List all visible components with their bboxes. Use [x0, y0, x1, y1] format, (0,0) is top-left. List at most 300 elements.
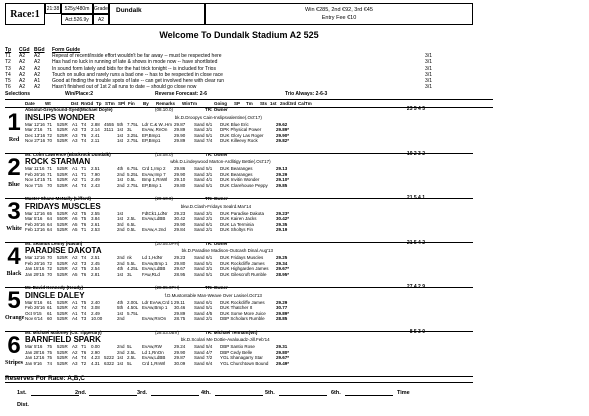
form-cell: 2.41: [91, 132, 100, 138]
form-cell: DUK Invitin Wonder: [220, 177, 260, 183]
form-cell: Sand: [194, 171, 205, 177]
form-cell: A2: [72, 210, 78, 216]
form-cell: 4.50L: [127, 305, 139, 311]
form-cell: Sand: [194, 360, 205, 366]
form-cell: Sand: [194, 299, 205, 305]
form-cell: 70: [47, 271, 53, 277]
form-cell: 71: [47, 166, 53, 172]
form-cell: T4: [81, 121, 87, 127]
form-cell: A4: [72, 355, 78, 361]
form-cell: 525R: [57, 305, 68, 311]
form-guide-bgd: A2: [34, 53, 41, 60]
form-cell: DUK Paradise Dakota: [220, 210, 265, 216]
actual-distance: Act.526.9y: [61, 14, 93, 25]
form-cell: 3L: [127, 127, 133, 133]
breeding: bk.D.Paradise Madison-Outcash Dinal.Aug'13: [181, 248, 273, 254]
form-row: [25, 361, 473, 367]
form-guide-odds: 3/1: [425, 71, 432, 78]
form-guide-cgd: A2: [19, 78, 26, 85]
form-cell: 65: [47, 210, 53, 216]
form-cell: T5: [81, 210, 87, 216]
form-cell: Mar 12'16: [25, 255, 45, 261]
race-number: Race:1: [5, 3, 45, 25]
form-cell: Crd 1,RnWl: [142, 360, 166, 366]
racecard: [5, 3, 473, 413]
form-cell: 29.10: [174, 177, 186, 183]
form-cell: Nov 7'15: [25, 182, 43, 188]
column-header: 1st: [270, 101, 277, 106]
track-name: Dundalk: [109, 3, 205, 25]
form-cell: Feb 13'16: [25, 227, 45, 233]
form-cell: 29.80*: [276, 349, 290, 355]
form-cell: 525R: [57, 355, 68, 361]
form-cell: 3111: [104, 127, 114, 133]
trap-badge: [5, 289, 23, 321]
form-cell: Nov 6'14: [25, 316, 43, 322]
form-cell: EvAw,LdBB: [142, 216, 166, 222]
breeding: wbk.D.Lindeywood Marton-Ardlitigy Bettie(.Oct'17): [170, 159, 271, 165]
form-cell: 4.23: [91, 355, 100, 361]
form-cell: A2: [72, 255, 78, 261]
form-cell: 29.67*: [276, 355, 290, 361]
form-cell: [104, 138, 117, 144]
form-cell: 2nd: [117, 344, 125, 350]
col-bgd: BGd: [34, 47, 45, 53]
form-cell: YGL Churchtown Bound: [220, 360, 269, 366]
form-cell: 2.75L: [127, 138, 139, 144]
runner-name-line: [25, 157, 473, 166]
form-cell: 2nd: [117, 316, 125, 322]
form-cell: Ld 1,HdNr: [142, 255, 163, 261]
form-cell: A1: [72, 166, 78, 172]
form-cell: 525R: [57, 166, 68, 172]
form-cell: 525R: [57, 171, 68, 177]
form-cell: 6.5L: [127, 221, 136, 227]
form-cell: 29.67: [174, 266, 186, 272]
form-cell: 2.55: [91, 210, 100, 216]
form-cell: DUK Highgarden James: [220, 266, 269, 272]
form-cell: 5L: [127, 344, 133, 350]
form-cell: 5.5L: [127, 260, 136, 266]
form-cell: A4: [72, 182, 78, 188]
form-cell: 29.31: [276, 344, 288, 350]
form-cell: A3: [72, 360, 78, 366]
trap-number: 6: [7, 331, 21, 359]
form-cell: 7.75L: [127, 121, 139, 127]
runner-name-line: [25, 202, 473, 211]
form-cell: A5: [72, 227, 78, 233]
form-cell: DUK Thatcher It: [220, 305, 253, 311]
form-cell: 72: [47, 260, 53, 266]
form-cell: Sand: [194, 182, 205, 188]
form-cell: 29.82*: [276, 138, 290, 144]
place-label: 2nd.: [75, 390, 87, 396]
column-header: Tm: [246, 101, 253, 106]
form-cell: 6.75L: [127, 166, 139, 172]
form-cell: [127, 316, 142, 322]
form-cell: Jan 9'16: [25, 360, 42, 366]
form-cell: EvAw,Bmp 1: [142, 305, 168, 311]
form-cell: 29.10*: [276, 177, 290, 183]
form-cell: DBP Scholars Rumble: [220, 316, 265, 322]
trainer: Mr. David Kennedy (Keady): [25, 285, 84, 290]
entry-fee: Entry Fee €10: [321, 15, 357, 21]
form-cell: 29.49*: [276, 360, 290, 366]
form-cell: 29.19: [276, 227, 288, 233]
runner-name: PARADISE DAKOTA: [25, 246, 102, 256]
form-cell: Sand: [194, 121, 205, 127]
form-cell: Sand: [194, 227, 205, 233]
owner: TR: Owner: [205, 107, 228, 112]
form-cell: 29.29: [276, 171, 288, 177]
form-guide-text: Has had no luck in running of late & shows in mode now -- have shortlisted: [52, 59, 218, 66]
form-cell: T4: [81, 355, 87, 361]
form-cell: 70: [47, 182, 53, 188]
trap-badge: [5, 331, 23, 366]
place-label: 5th.: [265, 390, 275, 396]
form-cell: 3rd: [117, 221, 124, 227]
form-cell: A3: [72, 132, 78, 138]
form-cell: 29.23*: [276, 210, 290, 216]
breeding: bkw.D.Clash-Fridays Sealrd.Mar'14: [180, 203, 252, 209]
form-cell: 6/1: [206, 299, 213, 305]
form-cell: 5/1: [206, 132, 213, 138]
form-guide-text: Touch on sulks and rarely runs a bad one -- has to be respected in close race: [52, 71, 223, 78]
breeding: bk.D.Droopys Cain-Inslipsvalentine(.Oct'17): [174, 114, 262, 120]
form-row: [25, 227, 473, 233]
form-cell: Sand: [194, 216, 205, 222]
runner-name: INSLIPS WONDER: [25, 112, 95, 122]
form-cell: DBP Cedy Belle: [220, 349, 253, 355]
form-cell: 29.89: [174, 310, 186, 316]
place-line: [151, 395, 199, 396]
col-cgd: CGd: [19, 47, 30, 53]
form-cell: A2: [72, 344, 78, 350]
form-cell: 29.89*: [276, 310, 290, 316]
form-cell: 2/1: [206, 316, 213, 322]
form-cell: T5: [81, 266, 87, 272]
form-cell: 2/1: [206, 227, 213, 233]
form-cell: 2.5L: [127, 216, 136, 222]
form-cell: 3/1: [206, 210, 213, 216]
form-cell: 525R: [57, 299, 68, 305]
form-cell: 2.00L: [127, 299, 139, 305]
form-cell: T6: [81, 349, 87, 355]
race-title: Welcome To Dundalk Stadium A2 525: [159, 30, 319, 40]
form-cell: 5/1: [206, 271, 213, 277]
form-cell: 0.00: [91, 344, 100, 350]
form-cell: 64: [47, 221, 53, 227]
form-cell: T4: [81, 305, 87, 311]
form-cell: 29.86: [174, 166, 186, 172]
form-cell: Bmp 1,RnWl: [142, 177, 168, 183]
owner: TR: Owner: [205, 196, 228, 201]
form-cell: A2: [72, 177, 78, 183]
form-cell: 29.23: [174, 210, 186, 216]
form-cell: 1st: [117, 132, 124, 138]
form-cell: 1st: [117, 210, 124, 216]
dob: (08.10.0): [155, 107, 174, 112]
form-guide-odds: 3/1: [425, 53, 432, 60]
form-cell: T6: [81, 271, 87, 277]
form-cell: Mar 2'16: [25, 127, 43, 133]
form-cell: EvAw,RnOn: [142, 316, 167, 322]
form-cell: Sand: [194, 349, 205, 355]
form-cell: 2.53: [91, 227, 100, 233]
form-guide-bgd: A1: [34, 78, 41, 85]
result-places: [5, 389, 473, 411]
form-cell: 2.5L: [127, 349, 136, 355]
form-cell: EvAw,LdBB: [142, 355, 166, 361]
column-header: Tp: [96, 101, 102, 106]
column-header: Date: [25, 101, 35, 106]
form-guide-cgd: A2: [19, 65, 26, 72]
trap-badge: [5, 242, 23, 277]
form-cell: 525R: [57, 271, 68, 277]
form-guide-cgd: A2: [19, 71, 26, 78]
form-cell: T4: [81, 255, 87, 261]
form-cell: T1: [81, 227, 87, 233]
form-cell: A3: [72, 127, 78, 133]
trap-badge: [5, 111, 23, 143]
runner-6: [5, 330, 473, 377]
runner-info: [25, 241, 473, 278]
runner-stats: 19 2 3 2: [406, 150, 425, 157]
dob: (29.10.0): [155, 196, 174, 201]
form-cell: DUK Bearanges: [220, 166, 253, 172]
form-cell: 29.90: [174, 132, 186, 138]
form-cell: 72: [47, 132, 53, 138]
form-cell: DUK Sholtys Fin: [220, 227, 254, 233]
race-time: 21:38: [45, 3, 61, 14]
reverse-forecast: Reverse Forecast: 2-6: [155, 91, 207, 97]
win-place: Win/Place:2: [65, 91, 94, 97]
form-cell: 29.25: [276, 255, 288, 261]
form-cell: DUK Glory Las Roger: [220, 132, 264, 138]
form-cell: 74: [47, 360, 53, 366]
place-line: [89, 395, 137, 396]
trio: Trio Always: 2-6-3: [285, 91, 328, 97]
runner-info: [25, 152, 473, 189]
form-cell: 1st: [117, 127, 124, 133]
form-cell: T3: [81, 127, 87, 133]
form-cell: 61: [47, 299, 53, 305]
form-cell: T4: [81, 310, 87, 316]
col-form-guide: Form Guide: [52, 47, 81, 53]
form-row: [25, 316, 473, 322]
form-cell: DUK Rockcliffe James: [220, 260, 265, 266]
form-guide-tp: T5: [5, 78, 11, 85]
form-cell: 2.51: [91, 255, 100, 261]
form-cell: 6/1: [206, 255, 213, 261]
form-cell: 3/1: [206, 171, 213, 177]
form-cell: DPK Physical Power: [220, 127, 262, 133]
form-cell: A4: [72, 316, 78, 322]
form-guide-text: Repeat of recent/inside effort wouldn't be far away -- must be respected here: [52, 53, 222, 60]
runner-info: [25, 107, 473, 144]
runner-5: [5, 285, 473, 332]
place-line: [215, 395, 263, 396]
form-cell: DUK Some More Juice: [220, 310, 266, 316]
form-cell: 525R: [57, 260, 68, 266]
form-cell: 64: [47, 216, 53, 222]
form-cell: EP,Bmp1: [142, 132, 161, 138]
form-guide-tp: T4: [5, 71, 11, 78]
form-cell: T2: [81, 360, 87, 366]
form-cell: 71: [47, 121, 53, 127]
form-guide-bgd: A2: [34, 65, 41, 72]
form-cell: Sand: [194, 177, 205, 183]
form-cell: T5: [81, 216, 87, 222]
form-cell: T1: [81, 344, 87, 350]
form-cell: Jan 12'16: [25, 355, 45, 361]
form-cell: DUK Rockcliffe James: [220, 299, 265, 305]
form-cell: 29.23: [174, 255, 186, 261]
runner-1: [5, 107, 473, 154]
form-cell: A2: [72, 349, 78, 355]
column-header: By: [143, 101, 149, 106]
form-cell: 3/1: [206, 127, 213, 133]
form-cell: 2.49: [91, 310, 100, 316]
form-cell: 30.77: [276, 305, 288, 311]
form-cell: A1: [72, 121, 78, 127]
form-cell: FAw,RLd: [142, 271, 160, 277]
form-cell: [104, 316, 117, 322]
form-guide-odds: 3/1: [425, 84, 432, 91]
form-cell: 29.62: [276, 121, 288, 127]
form-cell: Sand: [194, 210, 205, 216]
form-cell: 2nd: [117, 349, 125, 355]
form-cell: 75: [47, 349, 53, 355]
form-cell: 525R: [57, 132, 68, 138]
prize-money: [205, 3, 473, 25]
form-cell: DUK La Terminia: [220, 221, 254, 227]
runner-info: [25, 285, 473, 322]
owner: TR: Owner: [205, 240, 228, 246]
form-cell: 0.5L: [127, 177, 136, 183]
place-label: 4th.: [201, 390, 211, 396]
form-cell: T1: [81, 177, 87, 183]
form-cell: DUK Killeevy Rock: [220, 138, 258, 144]
form-cell: 2.88: [91, 121, 100, 127]
form-cell: Sand: [194, 166, 205, 172]
form-cell: 7.90: [91, 171, 100, 177]
runner-name: BARNFIELD SPARK: [25, 335, 101, 345]
form-cell: EvAw,Imp 7: [142, 171, 166, 177]
col-tp: Tp: [5, 47, 12, 53]
trap-number: 3: [7, 198, 21, 225]
form-cell: 5/1: [206, 305, 213, 311]
form-cell: 1st: [117, 216, 124, 222]
form-cell: T1: [81, 166, 87, 172]
runner-stats: 23 5 4 5: [406, 106, 425, 112]
form-cell: EvAw,.RnOn: [142, 127, 168, 133]
column-header: Dst: [71, 101, 79, 106]
form-cell: 1st: [117, 355, 124, 361]
trap-colour: Stripes: [5, 359, 23, 366]
form-cell: 29.85: [276, 182, 288, 188]
dob: (20.05.0PH): [155, 240, 180, 246]
form-cell: A2: [72, 305, 78, 311]
form-cell: [104, 227, 117, 233]
form-cell: 525R: [57, 138, 68, 144]
form-cell: 75: [47, 355, 53, 361]
form-row: [25, 183, 473, 189]
trainer: Mr. Michael Maloney (Co. Tipperary): [25, 329, 102, 335]
form-cell: 5/4: [206, 344, 213, 350]
column-header: Going: [214, 101, 227, 106]
form-cell: DUK Clarehouse Peppy: [220, 182, 268, 188]
trap-colour: Black: [6, 270, 22, 277]
form-cell: Crd 1,Imp 2: [142, 166, 166, 172]
form-cell: 29.90*: [276, 132, 290, 138]
form-cell: 5L: [127, 360, 133, 366]
prize-line: Win €285, 2nd €92, 3rd €45: [305, 7, 373, 13]
form-cell: 60: [47, 316, 53, 322]
form-cell: 70: [47, 138, 53, 144]
form-cell: Ld 1,RnOn: [142, 349, 164, 355]
form-cell: DUK Bearanges: [220, 171, 253, 177]
form-cell: 4/1: [206, 177, 213, 183]
form-cell: 29.84: [174, 227, 186, 233]
form-cell: 5th: [117, 305, 124, 311]
column-header: SP: [234, 101, 241, 106]
form-cell: 5/1: [206, 182, 213, 188]
form-cell: Dec 13'16: [25, 132, 46, 138]
form-cell: Sand: [194, 255, 205, 261]
race-distance: 525y/480m: [61, 3, 93, 14]
form-cell: 30.46: [174, 305, 186, 311]
form-cell: T1: [81, 171, 87, 177]
runner-name: FRIDAYS MUSCLES: [25, 201, 101, 211]
form-cell: 525R: [57, 255, 68, 261]
form-cell: 29.24: [174, 344, 186, 350]
column-header: Remarks: [156, 101, 176, 106]
form-cell: 30.09: [174, 360, 186, 366]
runner-stats: 8 5 3 0: [409, 328, 425, 335]
form-cell: Feb 26'16: [25, 260, 45, 266]
grade-label: Grade: [93, 3, 109, 14]
form-cell: 29.34: [276, 260, 288, 266]
runner-info: [25, 196, 473, 233]
form-guide-odds: 3/1: [425, 65, 432, 72]
form-cell: 1st: [117, 310, 124, 316]
form-cell: 2.54: [91, 266, 100, 272]
dob: (28.05.0PH): [155, 285, 180, 290]
form-cell: 71: [47, 177, 53, 183]
form-cell: Jan 28'16: [25, 349, 45, 355]
form-cell: 525R: [57, 316, 68, 322]
form-cell: nk: [127, 255, 132, 261]
form-cell: Sand: [194, 132, 205, 138]
form-cell: 29.80: [174, 260, 186, 266]
column-header: Fin: [128, 101, 135, 106]
form-cell: 29.29: [276, 299, 288, 305]
form-cell: 525R: [57, 177, 68, 183]
form-guide: [5, 47, 473, 90]
form-cell: 29.87: [174, 355, 186, 361]
form-cell: A5: [72, 271, 78, 277]
runner-stats: 27 4 2 9: [406, 284, 425, 290]
dist-label: Dist.: [17, 402, 29, 408]
trap-number: 1: [7, 109, 21, 136]
form-cell: 28.75: [174, 316, 186, 322]
runner-name-line: [25, 291, 473, 300]
form-cell: EvAw,A 2nd: [142, 227, 166, 233]
form-cell: 7/4: [206, 138, 213, 144]
form-cell: 61: [47, 310, 53, 316]
runner-stats: 21 5 4 1: [406, 195, 425, 201]
